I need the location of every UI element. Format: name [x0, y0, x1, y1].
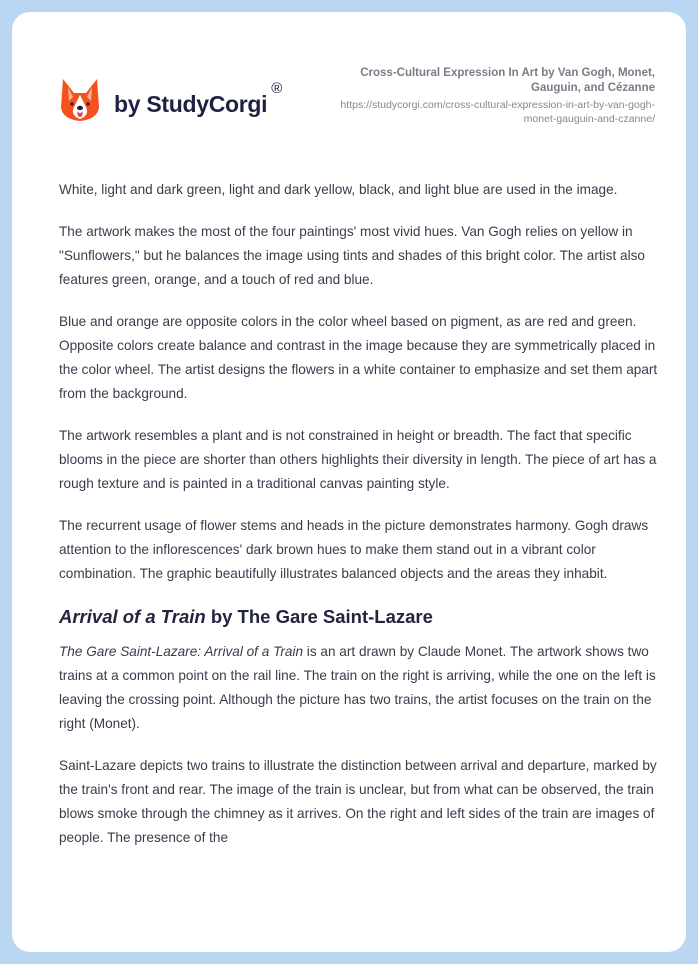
- document-url[interactable]: https://studycorgi.com/cross-cultural-expression-in-art-by-van-gogh-monet-gauguin-and-czanne/: [340, 99, 655, 125]
- paragraph: The artwork resembles a plant and is not constrained in height or breadth. The fact that specific blooms in the piece are shorter than others highlights their diversity in length. The piece of art has a rough texture and is painted in a traditional canvas painting style.: [59, 428, 657, 491]
- section-heading: [59, 604, 659, 630]
- brand-name: by StudyCorgi: [114, 90, 268, 117]
- paragraph: Saint-Lazare depicts two trains to illustrate the distinction between arrival and departure, marked by the train's front and rear. The image of the train is unclear, but from what can be observed, the train blows smoke through the chimney as it arrives. On the right and left sides of the train are images of people. The presence of the: [59, 758, 657, 845]
- document-page: [12, 12, 686, 952]
- corgi-icon: [60, 77, 100, 123]
- article-body: [59, 178, 659, 868]
- page-header: [12, 12, 686, 152]
- section-heading-rest: by The Gare Saint-Lazare: [205, 606, 433, 627]
- section-heading-italic: Arrival of a Train: [59, 606, 206, 627]
- paragraph: White, light and dark green, light and dark yellow, black, and light blue are used in the image.: [59, 182, 618, 197]
- paragraph: The artwork makes the most of the four paintings' most vivid hues. Van Gogh relies on yellow in "Sunflowers," but he balances the image using tints and shades of this bright color. The artist also features green, orange, and a touch of red and blue.: [59, 224, 645, 287]
- paragraph: [59, 640, 659, 736]
- paragraph: The recurrent usage of flower stems and heads in the picture demonstrates harmony. Gogh draws attention to the inflorescences' dark brown hues to make them stand out in a vibrant color combination. The graphic beautifully illustrates balanced objects and the areas they inhabit.: [59, 518, 649, 581]
- artwork-title: The Gare Saint-Lazare: Arrival of a Train: [59, 644, 304, 659]
- registered-mark: ®: [271, 79, 283, 97]
- paragraph-text: is an art drawn by Claude Monet. The artwork shows two trains at a common point on the rail line. The train on the right is arriving, while the one on the left is leaving the crossing point. Although the picture has two trains, the artist focuses on the train on the right (Monet).: [59, 644, 656, 731]
- document-meta: [315, 66, 655, 126]
- studycorgi-logo[interactable]: [60, 76, 282, 124]
- document-title: Cross-Cultural Expression In Art by Van Gogh, Monet, Gauguin, and Cézanne: [360, 67, 655, 94]
- paragraph: Blue and orange are opposite colors in the color wheel based on pigment, as are red and green. Opposite colors create balance and contrast in the image because they are symmetrically placed in the color wheel. The artist designs the flowers in a white container to emphasize and set them apart from the background.: [59, 314, 658, 401]
